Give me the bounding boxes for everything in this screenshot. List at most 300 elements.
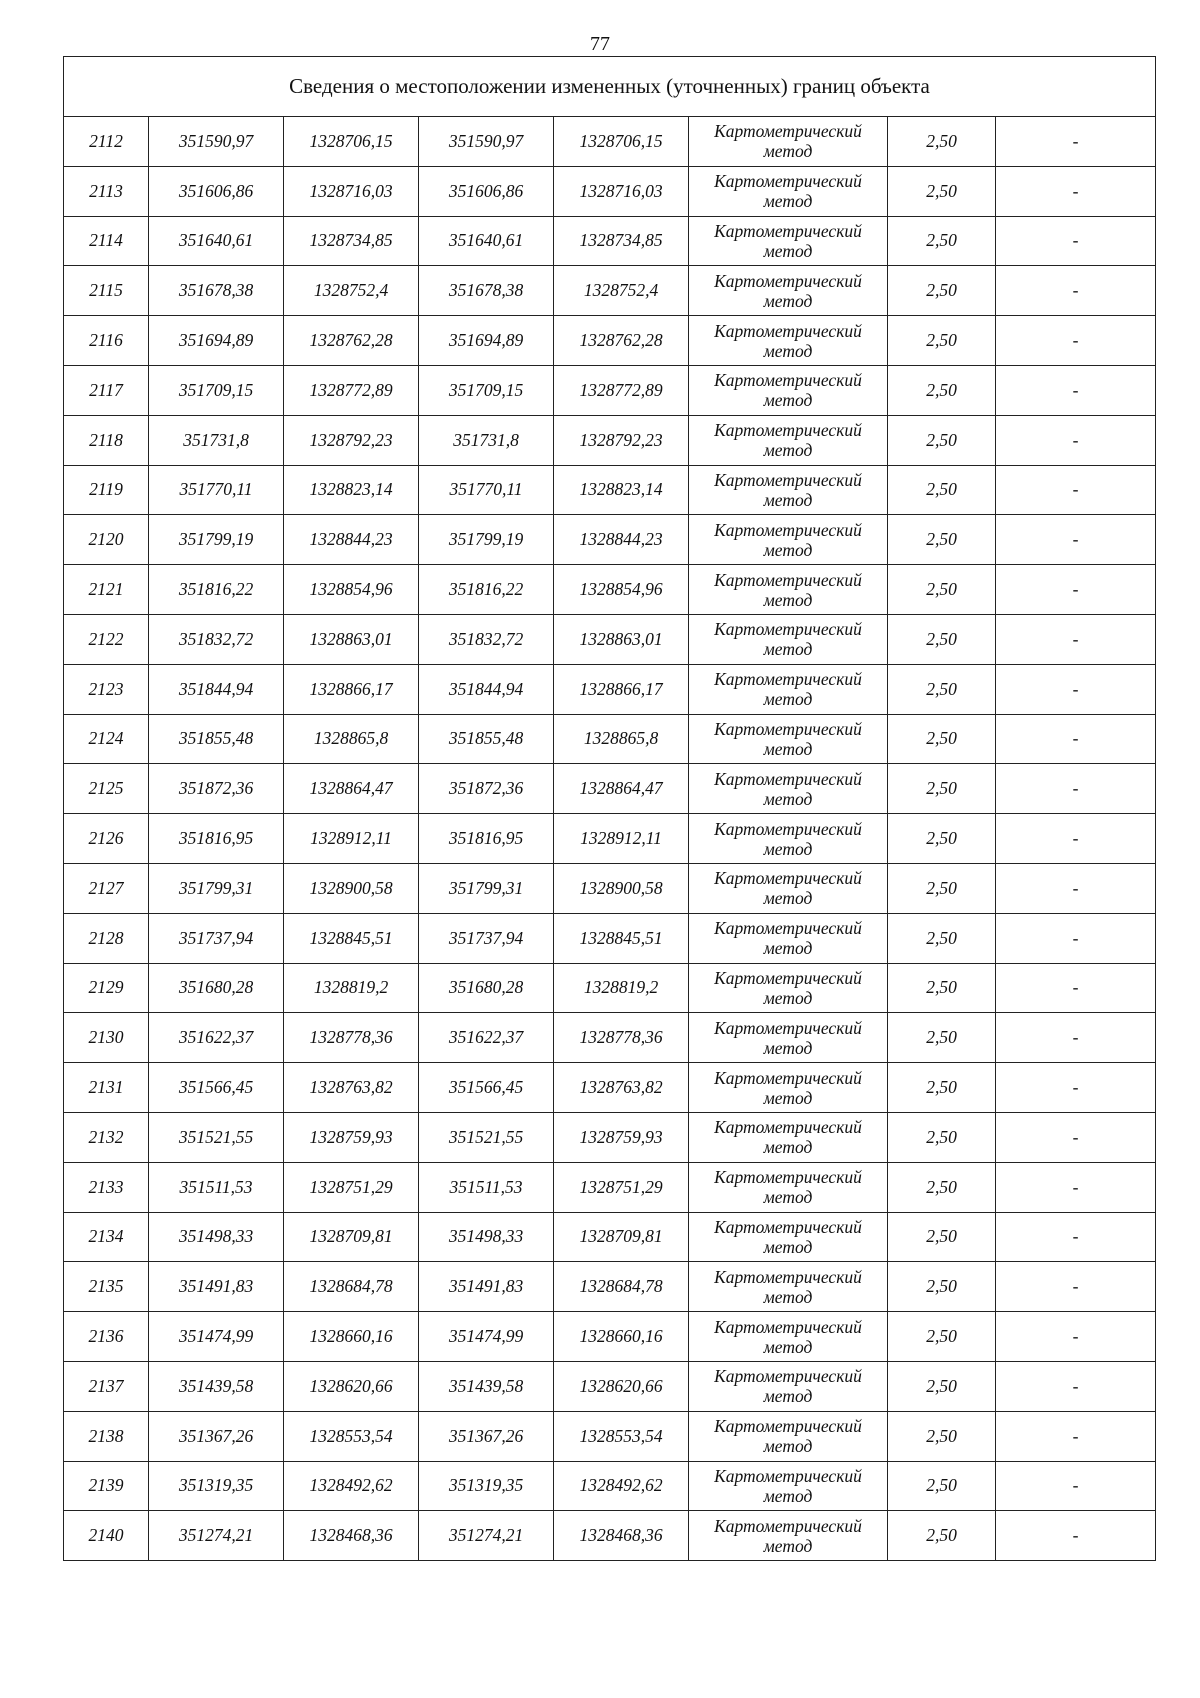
- method-cell: [689, 117, 888, 167]
- existing-y-cell: 1328772,89: [284, 365, 419, 415]
- point-number-cell: 2119: [64, 465, 149, 515]
- method-line-2: метод: [763, 1436, 813, 1457]
- method-cell: [689, 1262, 888, 1312]
- refined-y-cell: 1328709,81: [554, 1212, 689, 1262]
- description-cell: -: [996, 614, 1156, 664]
- refined-y-cell: 1328468,36: [554, 1511, 689, 1561]
- method-cell: [689, 415, 888, 465]
- refined-y-cell: 1328763,82: [554, 1063, 689, 1113]
- refined-y-cell: 1328620,66: [554, 1361, 689, 1411]
- accuracy-cell: 2,50: [888, 1411, 996, 1461]
- refined-y-cell: 1328751,29: [554, 1162, 689, 1212]
- refined-y-cell: 1328792,23: [554, 415, 689, 465]
- refined-y-cell: 1328854,96: [554, 565, 689, 615]
- refined-x-cell: 351799,31: [419, 863, 554, 913]
- description-cell: -: [996, 1112, 1156, 1162]
- method-cell: [689, 316, 888, 366]
- method-cell: [689, 515, 888, 565]
- existing-x-cell: 351439,58: [149, 1361, 284, 1411]
- description-cell: -: [996, 1461, 1156, 1511]
- table-row: [64, 863, 1156, 913]
- method-line-1: Картометрический: [714, 1017, 862, 1038]
- refined-x-cell: 351855,48: [419, 714, 554, 764]
- table-row: [64, 664, 1156, 714]
- method-line-2: метод: [763, 240, 813, 261]
- table-row: [64, 365, 1156, 415]
- table-row: [64, 515, 1156, 565]
- point-number-cell: 2135: [64, 1262, 149, 1312]
- accuracy-cell: 2,50: [888, 664, 996, 714]
- refined-y-cell: 1328778,36: [554, 1013, 689, 1063]
- point-number-cell: 2132: [64, 1112, 149, 1162]
- accuracy-cell: 2,50: [888, 117, 996, 167]
- description-cell: -: [996, 415, 1156, 465]
- refined-x-cell: 351622,37: [419, 1013, 554, 1063]
- method-line-2: метод: [763, 1386, 813, 1407]
- method-line-2: метод: [763, 141, 813, 162]
- existing-x-cell: 351498,33: [149, 1212, 284, 1262]
- refined-y-cell: 1328759,93: [554, 1112, 689, 1162]
- existing-x-cell: 351855,48: [149, 714, 284, 764]
- method-line-2: метод: [763, 290, 813, 311]
- method-line-2: метод: [763, 1236, 813, 1257]
- accuracy-cell: 2,50: [888, 1162, 996, 1212]
- refined-x-cell: 351844,94: [419, 664, 554, 714]
- method-line-1: Картометрический: [714, 967, 862, 988]
- accuracy-cell: 2,50: [888, 1361, 996, 1411]
- method-line-1: Картометрический: [714, 121, 862, 142]
- method-line-2: метод: [763, 888, 813, 909]
- method-line-2: метод: [763, 689, 813, 710]
- existing-x-cell: 351737,94: [149, 913, 284, 963]
- method-line-1: Картометрический: [714, 320, 862, 341]
- existing-y-cell: 1328706,15: [284, 117, 419, 167]
- boundary-coordinates-table: [63, 56, 1156, 1561]
- point-number-cell: 2118: [64, 415, 149, 465]
- existing-x-cell: 351844,94: [149, 664, 284, 714]
- method-cell: [689, 1411, 888, 1461]
- refined-y-cell: 1328706,15: [554, 117, 689, 167]
- existing-y-cell: 1328759,93: [284, 1112, 419, 1162]
- description-cell: -: [996, 863, 1156, 913]
- existing-x-cell: 351367,26: [149, 1411, 284, 1461]
- point-number-cell: 2115: [64, 266, 149, 316]
- method-line-2: метод: [763, 1286, 813, 1307]
- existing-y-cell: 1328716,03: [284, 166, 419, 216]
- point-number-cell: 2134: [64, 1212, 149, 1262]
- refined-y-cell: 1328866,17: [554, 664, 689, 714]
- accuracy-cell: 2,50: [888, 863, 996, 913]
- existing-y-cell: 1328866,17: [284, 664, 419, 714]
- refined-x-cell: 351439,58: [419, 1361, 554, 1411]
- refined-x-cell: 351816,22: [419, 565, 554, 615]
- description-cell: -: [996, 913, 1156, 963]
- existing-y-cell: 1328762,28: [284, 316, 419, 366]
- method-line-2: метод: [763, 589, 813, 610]
- method-line-2: метод: [763, 440, 813, 461]
- method-line-1: Картометрический: [714, 370, 862, 391]
- point-number-cell: 2133: [64, 1162, 149, 1212]
- accuracy-cell: 2,50: [888, 913, 996, 963]
- existing-x-cell: 351872,36: [149, 764, 284, 814]
- method-line-2: метод: [763, 639, 813, 660]
- refined-x-cell: 351640,61: [419, 216, 554, 266]
- description-cell: -: [996, 1511, 1156, 1561]
- table-row: [64, 913, 1156, 963]
- accuracy-cell: 2,50: [888, 515, 996, 565]
- method-cell: [689, 963, 888, 1013]
- existing-y-cell: 1328709,81: [284, 1212, 419, 1262]
- description-cell: -: [996, 565, 1156, 615]
- existing-y-cell: 1328819,2: [284, 963, 419, 1013]
- existing-x-cell: 351731,8: [149, 415, 284, 465]
- point-number-cell: 2116: [64, 316, 149, 366]
- table-row: [64, 1212, 1156, 1262]
- method-line-1: Картометрический: [714, 1266, 862, 1287]
- existing-y-cell: 1328751,29: [284, 1162, 419, 1212]
- refined-x-cell: 351566,45: [419, 1063, 554, 1113]
- method-line-1: Картометрический: [714, 619, 862, 640]
- refined-x-cell: 351770,11: [419, 465, 554, 515]
- accuracy-cell: 2,50: [888, 1063, 996, 1113]
- method-cell: [689, 1361, 888, 1411]
- accuracy-cell: 2,50: [888, 764, 996, 814]
- point-number-cell: 2123: [64, 664, 149, 714]
- point-number-cell: 2136: [64, 1312, 149, 1362]
- refined-y-cell: 1328752,4: [554, 266, 689, 316]
- table-row: [64, 1411, 1156, 1461]
- existing-y-cell: 1328752,4: [284, 266, 419, 316]
- refined-x-cell: 351680,28: [419, 963, 554, 1013]
- existing-y-cell: 1328854,96: [284, 565, 419, 615]
- accuracy-cell: 2,50: [888, 814, 996, 864]
- point-number-cell: 2130: [64, 1013, 149, 1063]
- point-number-cell: 2112: [64, 117, 149, 167]
- refined-x-cell: 351709,15: [419, 365, 554, 415]
- accuracy-cell: 2,50: [888, 565, 996, 615]
- existing-x-cell: 351622,37: [149, 1013, 284, 1063]
- method-cell: [689, 913, 888, 963]
- accuracy-cell: 2,50: [888, 1262, 996, 1312]
- accuracy-cell: 2,50: [888, 1461, 996, 1511]
- refined-y-cell: 1328492,62: [554, 1461, 689, 1511]
- method-line-1: Картометрический: [714, 1366, 862, 1387]
- existing-y-cell: 1328734,85: [284, 216, 419, 266]
- table-row: [64, 614, 1156, 664]
- existing-y-cell: 1328863,01: [284, 614, 419, 664]
- table-row: [64, 1013, 1156, 1063]
- existing-x-cell: 351770,11: [149, 465, 284, 515]
- description-cell: -: [996, 664, 1156, 714]
- method-line-1: Картометрический: [714, 1117, 862, 1138]
- existing-y-cell: 1328684,78: [284, 1262, 419, 1312]
- table-title: Сведения о местоположении измененных (уточненных) границ объекта: [64, 57, 1156, 117]
- existing-y-cell: 1328778,36: [284, 1013, 419, 1063]
- description-cell: -: [996, 1411, 1156, 1461]
- refined-x-cell: 351731,8: [419, 415, 554, 465]
- accuracy-cell: 2,50: [888, 1112, 996, 1162]
- description-cell: -: [996, 1162, 1156, 1212]
- refined-y-cell: 1328844,23: [554, 515, 689, 565]
- refined-y-cell: 1328845,51: [554, 913, 689, 963]
- table-row: [64, 1112, 1156, 1162]
- refined-y-cell: 1328865,8: [554, 714, 689, 764]
- existing-y-cell: 1328845,51: [284, 913, 419, 963]
- refined-x-cell: 351832,72: [419, 614, 554, 664]
- method-line-2: метод: [763, 1187, 813, 1208]
- method-line-1: Картометрический: [714, 1067, 862, 1088]
- method-line-1: Картометрический: [714, 918, 862, 939]
- method-line-2: метод: [763, 1336, 813, 1357]
- existing-y-cell: 1328844,23: [284, 515, 419, 565]
- existing-y-cell: 1328620,66: [284, 1361, 419, 1411]
- existing-y-cell: 1328468,36: [284, 1511, 419, 1561]
- refined-y-cell: 1328819,2: [554, 963, 689, 1013]
- refined-x-cell: 351498,33: [419, 1212, 554, 1262]
- method-line-2: метод: [763, 987, 813, 1008]
- point-number-cell: 2113: [64, 166, 149, 216]
- table-row: [64, 565, 1156, 615]
- method-cell: [689, 465, 888, 515]
- method-cell: [689, 1212, 888, 1262]
- method-line-1: Картометрический: [714, 818, 862, 839]
- description-cell: -: [996, 714, 1156, 764]
- method-line-2: метод: [763, 788, 813, 809]
- method-line-2: метод: [763, 938, 813, 959]
- refined-x-cell: 351799,19: [419, 515, 554, 565]
- refined-x-cell: 351274,21: [419, 1511, 554, 1561]
- method-line-2: метод: [763, 390, 813, 411]
- table-row: [64, 1511, 1156, 1561]
- table-row: [64, 714, 1156, 764]
- existing-x-cell: 351694,89: [149, 316, 284, 366]
- method-cell: [689, 714, 888, 764]
- existing-x-cell: 351816,22: [149, 565, 284, 615]
- existing-y-cell: 1328660,16: [284, 1312, 419, 1362]
- table-row: [64, 266, 1156, 316]
- existing-y-cell: 1328823,14: [284, 465, 419, 515]
- method-cell: [689, 1112, 888, 1162]
- refined-x-cell: 351474,99: [419, 1312, 554, 1362]
- description-cell: -: [996, 1361, 1156, 1411]
- accuracy-cell: 2,50: [888, 266, 996, 316]
- refined-x-cell: 351816,95: [419, 814, 554, 864]
- point-number-cell: 2138: [64, 1411, 149, 1461]
- point-number-cell: 2137: [64, 1361, 149, 1411]
- method-line-2: метод: [763, 539, 813, 560]
- point-number-cell: 2122: [64, 614, 149, 664]
- description-cell: -: [996, 166, 1156, 216]
- point-number-cell: 2126: [64, 814, 149, 864]
- point-number-cell: 2131: [64, 1063, 149, 1113]
- point-number-cell: 2114: [64, 216, 149, 266]
- method-line-1: Картометрический: [714, 270, 862, 291]
- description-cell: -: [996, 1262, 1156, 1312]
- refined-y-cell: 1328900,58: [554, 863, 689, 913]
- accuracy-cell: 2,50: [888, 216, 996, 266]
- point-number-cell: 2120: [64, 515, 149, 565]
- method-line-1: Картометрический: [714, 1515, 862, 1536]
- method-line-2: метод: [763, 1087, 813, 1108]
- table-row: [64, 963, 1156, 1013]
- method-cell: [689, 1461, 888, 1511]
- description-cell: -: [996, 1312, 1156, 1362]
- method-line-1: Картометрический: [714, 718, 862, 739]
- point-number-cell: 2125: [64, 764, 149, 814]
- existing-x-cell: 351319,35: [149, 1461, 284, 1511]
- table-row: [64, 465, 1156, 515]
- refined-x-cell: 351521,55: [419, 1112, 554, 1162]
- method-line-1: Картометрический: [714, 171, 862, 192]
- point-number-cell: 2127: [64, 863, 149, 913]
- method-line-2: метод: [763, 1535, 813, 1556]
- description-cell: -: [996, 117, 1156, 167]
- description-cell: -: [996, 1013, 1156, 1063]
- table-row: [64, 764, 1156, 814]
- refined-x-cell: 351678,38: [419, 266, 554, 316]
- existing-x-cell: 351590,97: [149, 117, 284, 167]
- method-line-1: Картометрический: [714, 1465, 862, 1486]
- method-cell: [689, 365, 888, 415]
- accuracy-cell: 2,50: [888, 465, 996, 515]
- method-cell: [689, 565, 888, 615]
- accuracy-cell: 2,50: [888, 365, 996, 415]
- refined-x-cell: 351319,35: [419, 1461, 554, 1511]
- existing-x-cell: 351832,72: [149, 614, 284, 664]
- existing-y-cell: 1328553,54: [284, 1411, 419, 1461]
- method-cell: [689, 664, 888, 714]
- refined-y-cell: 1328912,11: [554, 814, 689, 864]
- existing-y-cell: 1328492,62: [284, 1461, 419, 1511]
- refined-y-cell: 1328772,89: [554, 365, 689, 415]
- method-line-2: метод: [763, 489, 813, 510]
- description-cell: -: [996, 216, 1156, 266]
- accuracy-cell: 2,50: [888, 1013, 996, 1063]
- method-cell: [689, 1312, 888, 1362]
- existing-x-cell: 351709,15: [149, 365, 284, 415]
- existing-x-cell: 351678,38: [149, 266, 284, 316]
- existing-y-cell: 1328864,47: [284, 764, 419, 814]
- refined-y-cell: 1328716,03: [554, 166, 689, 216]
- method-line-1: Картометрический: [714, 420, 862, 441]
- existing-x-cell: 351606,86: [149, 166, 284, 216]
- existing-y-cell: 1328912,11: [284, 814, 419, 864]
- method-line-1: Картометрический: [714, 768, 862, 789]
- accuracy-cell: 2,50: [888, 1312, 996, 1362]
- method-line-2: метод: [763, 1485, 813, 1506]
- point-number-cell: 2117: [64, 365, 149, 415]
- description-cell: -: [996, 465, 1156, 515]
- accuracy-cell: 2,50: [888, 614, 996, 664]
- method-line-1: Картометрический: [714, 868, 862, 889]
- existing-y-cell: 1328900,58: [284, 863, 419, 913]
- description-cell: -: [996, 316, 1156, 366]
- refined-y-cell: 1328864,47: [554, 764, 689, 814]
- description-cell: -: [996, 266, 1156, 316]
- method-cell: [689, 1511, 888, 1561]
- refined-x-cell: 351872,36: [419, 764, 554, 814]
- accuracy-cell: 2,50: [888, 1212, 996, 1262]
- table-row: [64, 1063, 1156, 1113]
- method-cell: [689, 1063, 888, 1113]
- existing-x-cell: 351640,61: [149, 216, 284, 266]
- refined-y-cell: 1328553,54: [554, 1411, 689, 1461]
- table-row: [64, 415, 1156, 465]
- point-number-cell: 2128: [64, 913, 149, 963]
- accuracy-cell: 2,50: [888, 415, 996, 465]
- method-cell: [689, 266, 888, 316]
- method-line-1: Картометрический: [714, 1167, 862, 1188]
- method-line-1: Картометрический: [714, 1216, 862, 1237]
- table-row: [64, 814, 1156, 864]
- description-cell: -: [996, 764, 1156, 814]
- method-cell: [689, 216, 888, 266]
- description-cell: -: [996, 365, 1156, 415]
- refined-y-cell: 1328762,28: [554, 316, 689, 366]
- accuracy-cell: 2,50: [888, 714, 996, 764]
- table-row: [64, 216, 1156, 266]
- refined-x-cell: 351606,86: [419, 166, 554, 216]
- table-row: [64, 1262, 1156, 1312]
- description-cell: -: [996, 814, 1156, 864]
- method-line-2: метод: [763, 1037, 813, 1058]
- refined-x-cell: 351694,89: [419, 316, 554, 366]
- existing-y-cell: 1328865,8: [284, 714, 419, 764]
- table-title-row: [64, 57, 1156, 117]
- accuracy-cell: 2,50: [888, 166, 996, 216]
- refined-y-cell: 1328684,78: [554, 1262, 689, 1312]
- method-cell: [689, 1013, 888, 1063]
- existing-x-cell: 351566,45: [149, 1063, 284, 1113]
- point-number-cell: 2121: [64, 565, 149, 615]
- point-number-cell: 2139: [64, 1461, 149, 1511]
- existing-x-cell: 351816,95: [149, 814, 284, 864]
- description-cell: -: [996, 963, 1156, 1013]
- point-number-cell: 2124: [64, 714, 149, 764]
- point-number-cell: 2129: [64, 963, 149, 1013]
- method-line-1: Картометрический: [714, 1316, 862, 1337]
- method-line-2: метод: [763, 1137, 813, 1158]
- method-line-1: Картометрический: [714, 1416, 862, 1437]
- method-cell: [689, 814, 888, 864]
- refined-x-cell: 351590,97: [419, 117, 554, 167]
- table-row: [64, 316, 1156, 366]
- accuracy-cell: 2,50: [888, 963, 996, 1013]
- refined-y-cell: 1328863,01: [554, 614, 689, 664]
- table-row: [64, 117, 1156, 167]
- method-line-2: метод: [763, 738, 813, 759]
- refined-x-cell: 351367,26: [419, 1411, 554, 1461]
- method-cell: [689, 1162, 888, 1212]
- table-row: [64, 166, 1156, 216]
- existing-x-cell: 351799,31: [149, 863, 284, 913]
- refined-y-cell: 1328734,85: [554, 216, 689, 266]
- table-row: [64, 1162, 1156, 1212]
- table-body: [64, 57, 1156, 1561]
- refined-x-cell: 351737,94: [419, 913, 554, 963]
- method-line-2: метод: [763, 191, 813, 212]
- existing-x-cell: 351474,99: [149, 1312, 284, 1362]
- refined-x-cell: 351511,53: [419, 1162, 554, 1212]
- existing-x-cell: 351521,55: [149, 1112, 284, 1162]
- existing-y-cell: 1328792,23: [284, 415, 419, 465]
- method-line-1: Картометрический: [714, 469, 862, 490]
- accuracy-cell: 2,50: [888, 1511, 996, 1561]
- refined-x-cell: 351491,83: [419, 1262, 554, 1312]
- refined-y-cell: 1328823,14: [554, 465, 689, 515]
- method-line-1: Картометрический: [714, 669, 862, 690]
- table-row: [64, 1361, 1156, 1411]
